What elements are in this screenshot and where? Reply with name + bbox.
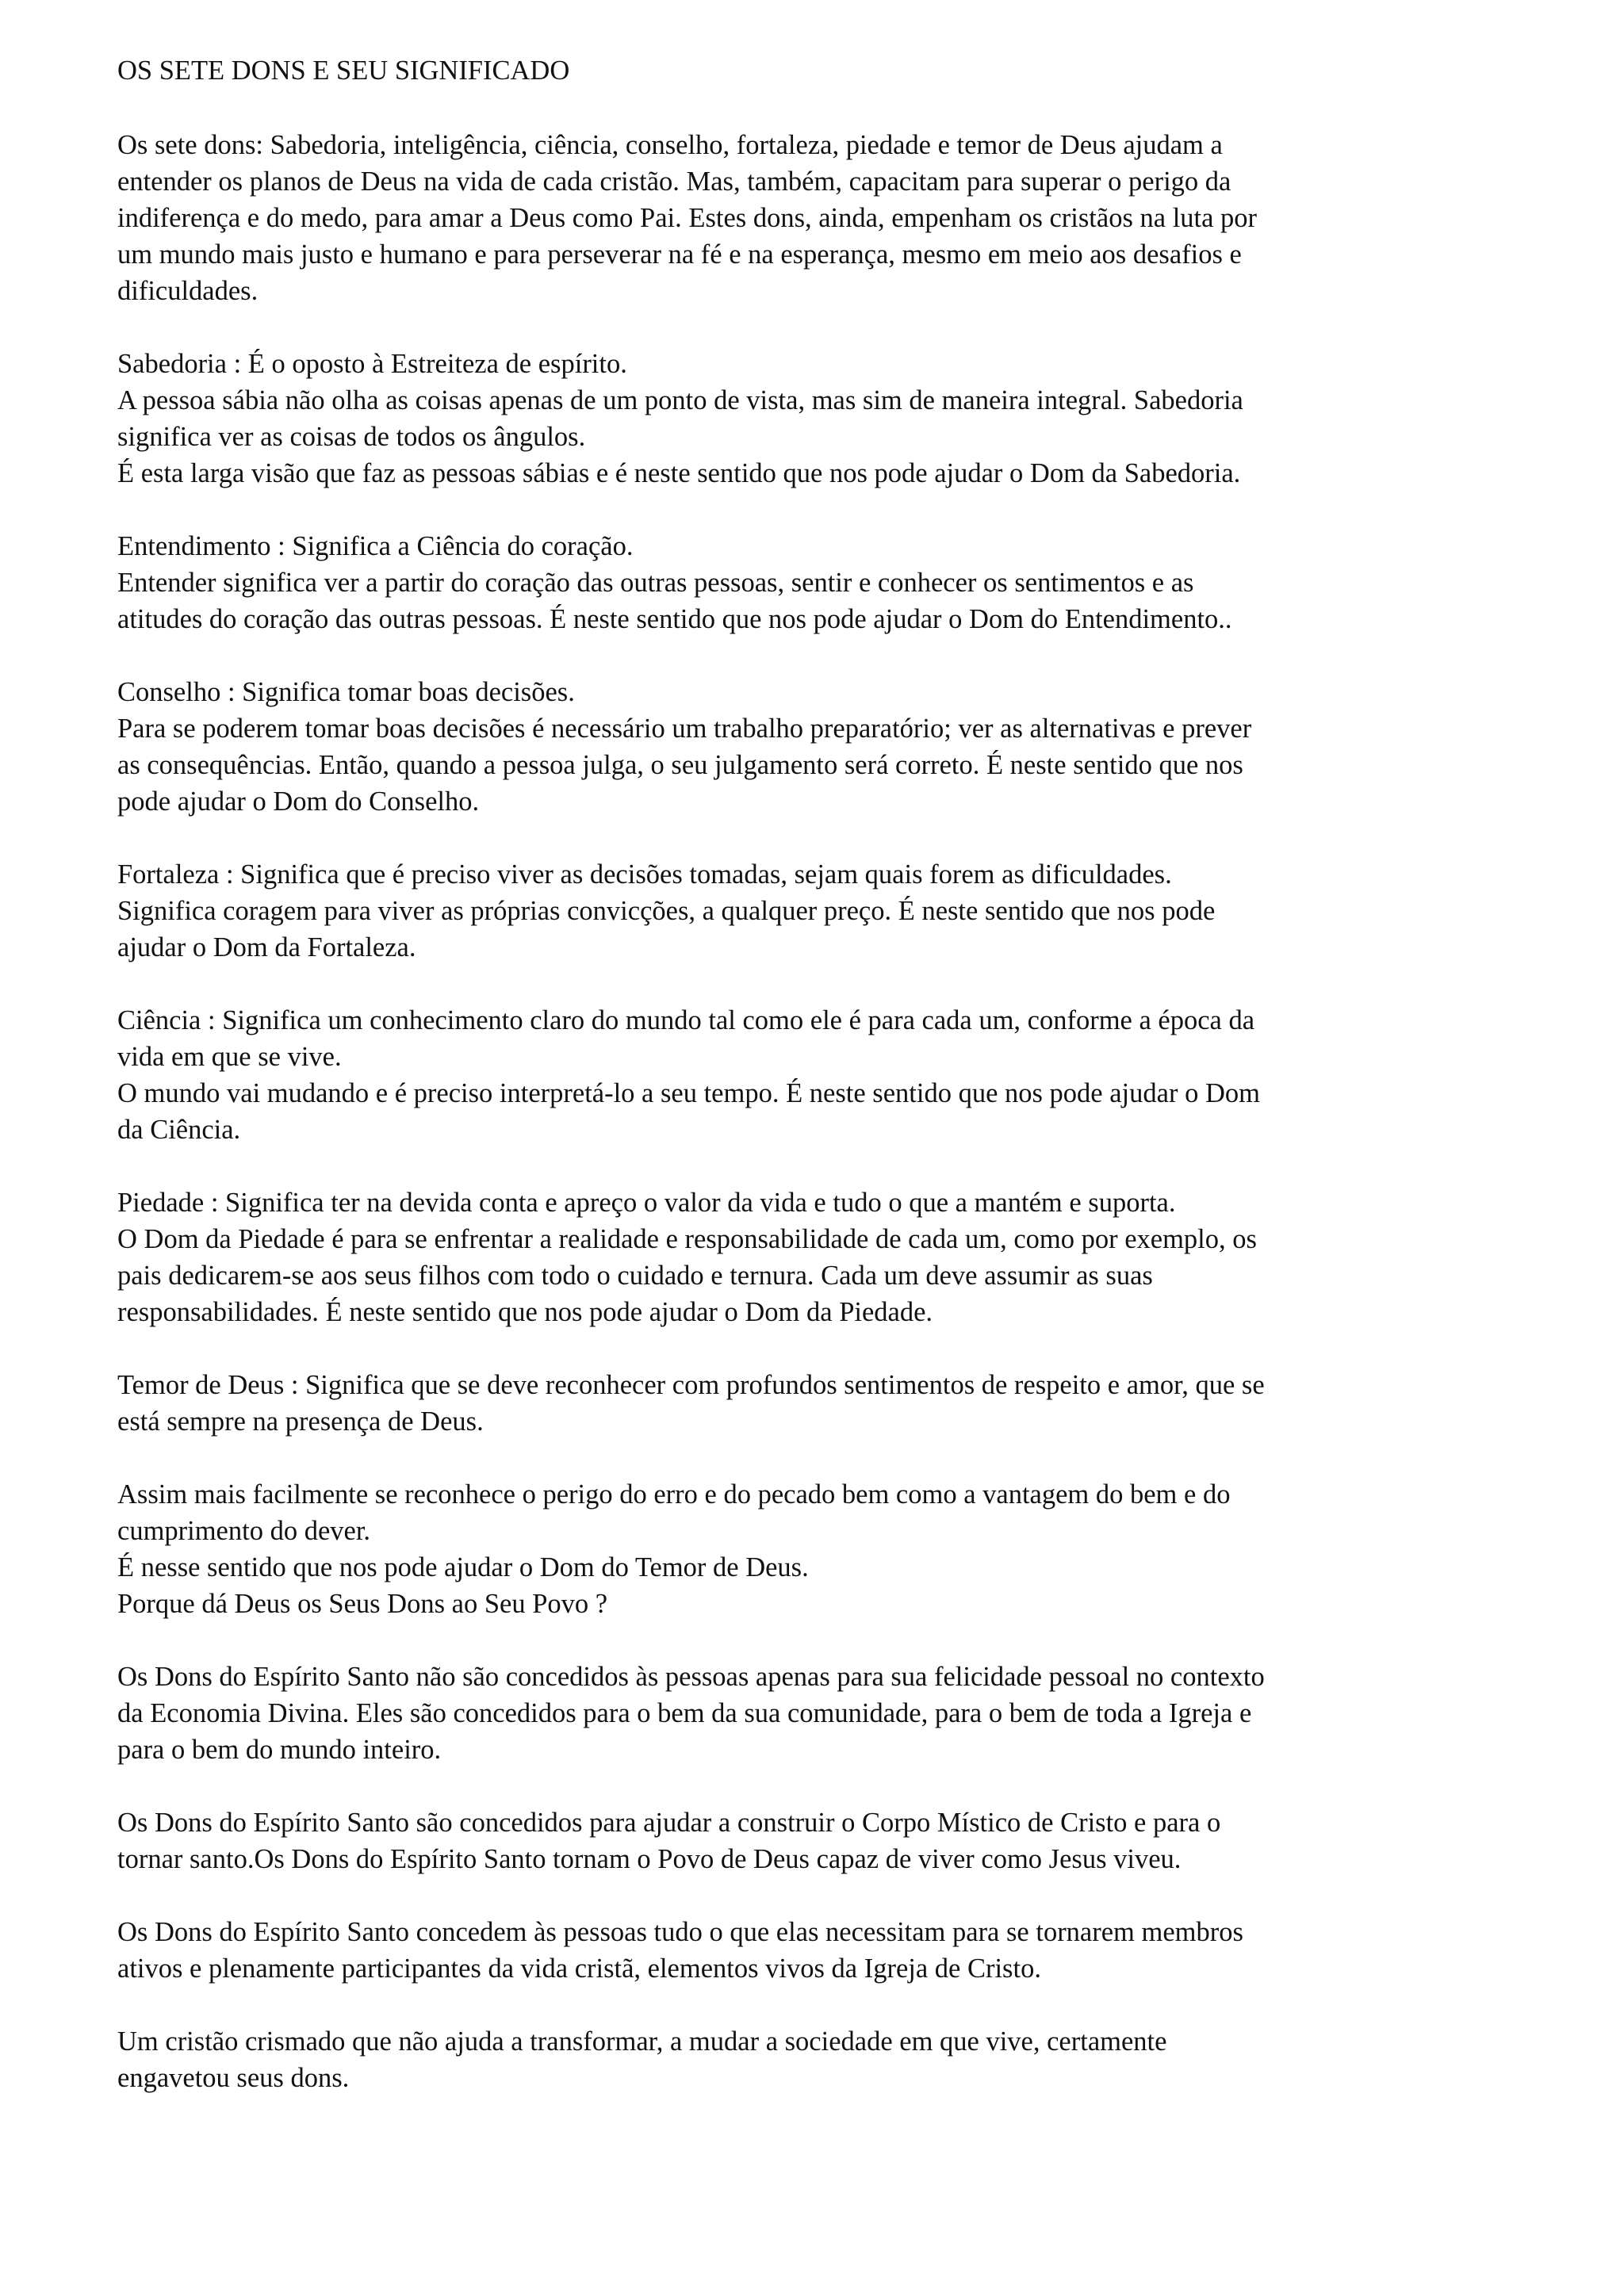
paragraph-conclusao <box>117 2023 1513 2096</box>
text-line: A pessoa sábia não olha as coisas apenas de um ponto de vista, mas sim de maneira integral. Sabedoria <box>117 385 1243 415</box>
text-line: O mundo vai mudando e é preciso interpretá-lo a seu tempo. É neste sentido que nos pode ajudar o Dom <box>117 1078 1260 1108</box>
document-title: OS SETE DONS E SEU SIGNIFICADO <box>117 55 570 86</box>
text-line: da Ciência. <box>117 1115 241 1145</box>
text-line: entender os planos de Deus na vida de cada cristão. Mas, também, capacitam para superar o perigo da <box>117 166 1231 197</box>
text-line: pais dedicarem-se aos seus filhos com todo o cuidado e ternura. Cada um deve assumir as suas <box>117 1261 1153 1291</box>
text-line: Os Dons do Espírito Santo são concedidos para ajudar a construir o Corpo Místico de Cristo e para o <box>117 1808 1221 1838</box>
paragraph-dons-comunidade <box>117 1659 1513 1768</box>
paragraph-intro <box>117 127 1513 309</box>
paragraph-dons-corpo-mistico <box>117 1804 1513 1877</box>
text-line: Temor de Deus : Significa que se deve reconhecer com profundos sentimentos de respeito e amor, que se <box>117 1370 1265 1400</box>
text-line: Entender significa ver a partir do coração das outras pessoas, sentir e conhecer os sentimentos e as <box>117 568 1194 598</box>
text-line: É esta larga visão que faz as pessoas sábias e é neste sentido que nos pode ajudar o Dom da Sabedoria. <box>117 458 1241 488</box>
paragraph-conselho <box>117 674 1513 820</box>
text-line: Os sete dons: Sabedoria, inteligência, ciência, conselho, fortaleza, piedade e temor de Deus ajudam a <box>117 130 1223 160</box>
text-line: cumprimento do dever. <box>117 1516 371 1546</box>
paragraph-fortaleza <box>117 856 1513 966</box>
text-line: Sabedoria : É o oposto à Estreiteza de espírito. <box>117 349 627 379</box>
paragraph-dons-membros <box>117 1914 1513 1987</box>
text-line: Conselho : Significa tomar boas decisões. <box>117 677 575 707</box>
paragraph-ciencia <box>117 1002 1513 1148</box>
text-line: significa ver as coisas de todos os ângulos. <box>117 422 586 452</box>
text-line: Para se poderem tomar boas decisões é necessário um trabalho preparatório; ver as alternativas e prever <box>117 714 1252 744</box>
text-line: O Dom da Piedade é para se enfrentar a realidade e responsabilidade de cada um, como por exemplo, os <box>117 1224 1257 1254</box>
text-line: Assim mais facilmente se reconhece o perigo do erro e do pecado bem como a vantagem do bem e do <box>117 1479 1231 1510</box>
text-line: Significa coragem para viver as próprias convicções, a qualquer preço. É neste sentido que nos pode <box>117 896 1216 926</box>
text-line: É nesse sentido que nos pode ajudar o Dom do Temor de Deus. <box>117 1552 809 1582</box>
text-line: dificuldades. <box>117 276 259 306</box>
text-line: Fortaleza : Significa que é preciso viver as decisões tomadas, sejam quais forem as dificuldades. <box>117 859 1172 890</box>
text-line: tornar santo.Os Dons do Espírito Santo tornam o Povo de Deus capaz de viver como Jesus viveu. <box>117 1844 1182 1874</box>
text-line: Piedade : Significa ter na devida conta e apreço o valor da vida e tudo o que a mantém e suporta. <box>117 1188 1176 1218</box>
text-line: para o bem do mundo inteiro. <box>117 1735 442 1765</box>
text-line: indiferença e do medo, para amar a Deus como Pai. Estes dons, ainda, empenham os cristãos na luta por <box>117 203 1258 233</box>
paragraph-sabedoria <box>117 346 1513 492</box>
text-line: ativos e plenamente participantes da vida cristã, elementos vivos da Igreja de Cristo. <box>117 1954 1041 1984</box>
text-line: da Economia Divina. Eles são concedidos para o bem da sua comunidade, para o bem de toda a Igreja e <box>117 1698 1252 1728</box>
text-line: Os Dons do Espírito Santo não são concedidos às pessoas apenas para sua felicidade pessoal no contexto <box>117 1662 1265 1692</box>
text-line: vida em que se vive. <box>117 1042 342 1072</box>
paragraph-temor-de-deus <box>117 1367 1513 1440</box>
text-line: as consequências. Então, quando a pessoa julga, o seu julgamento será correto. É neste sentido que nos <box>117 750 1243 780</box>
text-line: ajudar o Dom da Fortaleza. <box>117 932 416 962</box>
text-line: Ciência : Significa um conhecimento claro do mundo tal como ele é para cada um, conforme a época da <box>117 1005 1255 1035</box>
text-line: Porque dá Deus os Seus Dons ao Seu Povo ? <box>117 1589 608 1619</box>
document-page <box>117 52 1513 2133</box>
text-line: Os Dons do Espírito Santo concedem às pessoas tudo o que elas necessitam para se tornarem membros <box>117 1917 1243 1947</box>
text-line: atitudes do coração das outras pessoas. É neste sentido que nos pode ajudar o Dom do Entendimento.. <box>117 604 1232 634</box>
text-line: Um cristão crismado que não ajuda a transformar, a mudar a sociedade em que vive, certamente <box>117 2026 1167 2057</box>
text-line: engavetou seus dons. <box>117 2063 350 2093</box>
text-line: pode ajudar o Dom do Conselho. <box>117 786 480 817</box>
text-line: Entendimento : Significa a Ciência do coração. <box>117 531 634 561</box>
paragraph-entendimento <box>117 528 1513 637</box>
paragraph-assim <box>117 1476 1513 1622</box>
text-line: responsabilidades. É neste sentido que nos pode ajudar o Dom da Piedade. <box>117 1297 933 1327</box>
text-line: um mundo mais justo e humano e para perseverar na fé e na esperança, mesmo em meio aos desafios e <box>117 239 1242 270</box>
paragraph-piedade <box>117 1184 1513 1330</box>
text-line: está sempre na presença de Deus. <box>117 1406 484 1437</box>
